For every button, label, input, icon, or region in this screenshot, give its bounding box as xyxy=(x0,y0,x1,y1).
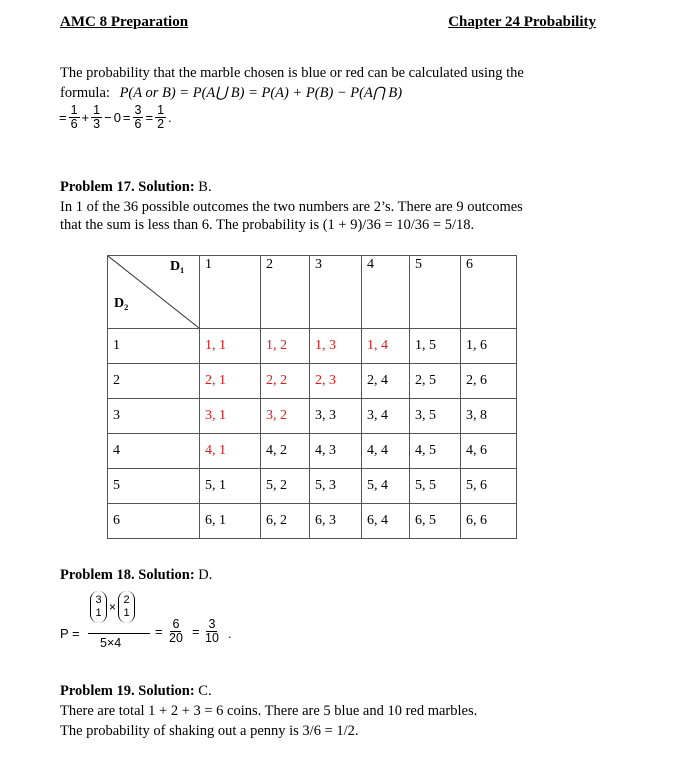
fraction: $\frac{1}{2}$ xyxy=(157,103,165,131)
problem-18-formula xyxy=(60,590,260,660)
table-row xyxy=(108,434,517,469)
col-header: 2 xyxy=(261,256,310,329)
outcome-cell: 1, 1 xyxy=(200,329,261,364)
binomial: 3 1 xyxy=(90,591,107,623)
outcome-cell: 4, 1 xyxy=(200,434,261,469)
outcome-cell: 1, 3 xyxy=(310,329,362,364)
outcome-cell: 6, 5 xyxy=(410,504,461,539)
outcome-cell: 6, 3 xyxy=(310,504,362,539)
outcome-cell: 5, 5 xyxy=(410,469,461,504)
combination-denominator: 5×4 xyxy=(100,636,122,650)
outcome-cell: 2, 5 xyxy=(410,364,461,399)
outcome-cell: 2, 6 xyxy=(461,364,517,399)
outcome-cell: 4, 2 xyxy=(261,434,310,469)
outcome-cell: 5, 4 xyxy=(362,469,410,504)
row-header: 4 xyxy=(108,434,200,469)
outcome-cell: 4, 3 xyxy=(310,434,362,469)
fraction: $\frac{3}{6}$ xyxy=(134,103,142,131)
outcome-cell: 3, 8 xyxy=(461,399,517,434)
problem-17-answer: B. xyxy=(198,179,212,195)
row-header: 6 xyxy=(108,504,200,539)
outcome-cell: 1, 5 xyxy=(410,329,461,364)
col-header: 5 xyxy=(410,256,461,329)
outcome-cell: 4, 4 xyxy=(362,434,410,469)
intro-line-1: The probability that the marble chosen is blue or red can be calculated using the xyxy=(60,65,524,81)
table-row xyxy=(108,469,517,504)
fraction: $\frac{1}{3}$ xyxy=(93,103,101,131)
problem-17-text-2: that the sum is less than 6. The probability is (1 + 9)/36 = 10/36 = 5/18. xyxy=(60,217,475,233)
outcome-cell: 4, 6 xyxy=(461,434,517,469)
fraction: $\frac{6}{20}$ xyxy=(169,617,183,645)
problem-17-text-1: In 1 of the 36 possible outcomes the two numbers are 2’s. There are 9 outcomes xyxy=(60,199,523,215)
table-row xyxy=(108,399,517,434)
problem-19-title: Problem 19. Solution: xyxy=(60,683,195,699)
problem-19-text-2: The probability of shaking out a penny is 3/6 = 1/2. xyxy=(60,723,359,739)
row-header: 3 xyxy=(108,399,200,434)
times-sign: × xyxy=(109,600,117,614)
fraction-bar xyxy=(88,633,150,634)
outcome-cell: 3, 5 xyxy=(410,399,461,434)
problem-19-heading xyxy=(60,682,212,700)
table-row xyxy=(108,364,517,399)
outcome-cell: 5, 1 xyxy=(200,469,261,504)
outcome-cell: 6, 2 xyxy=(261,504,310,539)
problem-18-heading xyxy=(60,566,212,584)
formula-label: formula: xyxy=(60,85,110,101)
row-header: 5 xyxy=(108,469,200,504)
header-title: AMC 8 Preparation xyxy=(60,14,189,30)
combination-numerator xyxy=(90,591,135,623)
outcome-cell: 6, 4 xyxy=(362,504,410,539)
equals-sign: = xyxy=(155,624,163,639)
outcome-cell: 3, 3 xyxy=(310,399,362,434)
outcome-cell: 2, 4 xyxy=(362,364,410,399)
table-corner xyxy=(108,256,200,329)
problem-19-text-1: There are total 1 + 2 + 3 = 6 coins. There are 5 blue and 10 red marbles. xyxy=(60,703,478,719)
outcome-cell: 5, 6 xyxy=(461,469,517,504)
outcome-cell: 4, 5 xyxy=(410,434,461,469)
p-label: P = xyxy=(60,626,80,641)
d2-label: D₂ xyxy=(114,296,129,311)
outcome-cell: 2, 3 xyxy=(310,364,362,399)
problem-17-title: Problem 17. Solution: xyxy=(60,179,195,195)
dice-outcomes-table xyxy=(107,255,517,539)
problem-18-title: Problem 18. Solution: xyxy=(60,567,195,583)
intro-formula-line xyxy=(60,84,402,102)
period: . xyxy=(228,626,232,641)
table-row xyxy=(108,504,517,539)
problem-19-answer: C. xyxy=(198,683,212,699)
equals-sign: = xyxy=(192,624,200,639)
outcome-cell: 6, 1 xyxy=(200,504,261,539)
row-header: 1 xyxy=(108,329,200,364)
outcome-cell: 3, 4 xyxy=(362,399,410,434)
outcome-cell: 5, 3 xyxy=(310,469,362,504)
fraction: $\frac{1}{6}$ xyxy=(70,103,78,131)
diagonal-line xyxy=(108,256,199,328)
outcome-cell: 1, 6 xyxy=(461,329,517,364)
problem-17-heading xyxy=(60,178,212,196)
formula: P(A or B) = P(A⋃ B) = P(A) + P(B) − P(A⋂ B) xyxy=(119,85,403,101)
outcome-cell: 2, 2 xyxy=(261,364,310,399)
chapter-title: Chapter 24 Probability xyxy=(448,14,596,30)
binomial: 2 1 xyxy=(118,591,135,623)
fraction: $\frac{3}{10}$ xyxy=(205,617,219,645)
d1-label: D₁ xyxy=(170,259,185,274)
col-header: 4 xyxy=(362,256,410,329)
row-header: 2 xyxy=(108,364,200,399)
outcome-cell: 1, 2 xyxy=(261,329,310,364)
outcome-cell: 5, 2 xyxy=(261,469,310,504)
outcome-cell: 3, 1 xyxy=(200,399,261,434)
outcome-cell: 2, 1 xyxy=(200,364,261,399)
col-header: 1 xyxy=(200,256,261,329)
outcome-cell: 1, 4 xyxy=(362,329,410,364)
col-header: 3 xyxy=(310,256,362,329)
probability-calculation: = $\frac{1}{6}$ + $\frac{1}{3}$ − 0 = $\frac{3}{6}$ = $\frac{1}{2}$ . xyxy=(59,103,172,131)
outcome-cell: 6, 6 xyxy=(461,504,517,539)
problem-18-answer: D. xyxy=(198,567,213,583)
col-header: 6 xyxy=(461,256,517,329)
outcome-cell: 3, 2 xyxy=(261,399,310,434)
table-row xyxy=(108,329,517,364)
